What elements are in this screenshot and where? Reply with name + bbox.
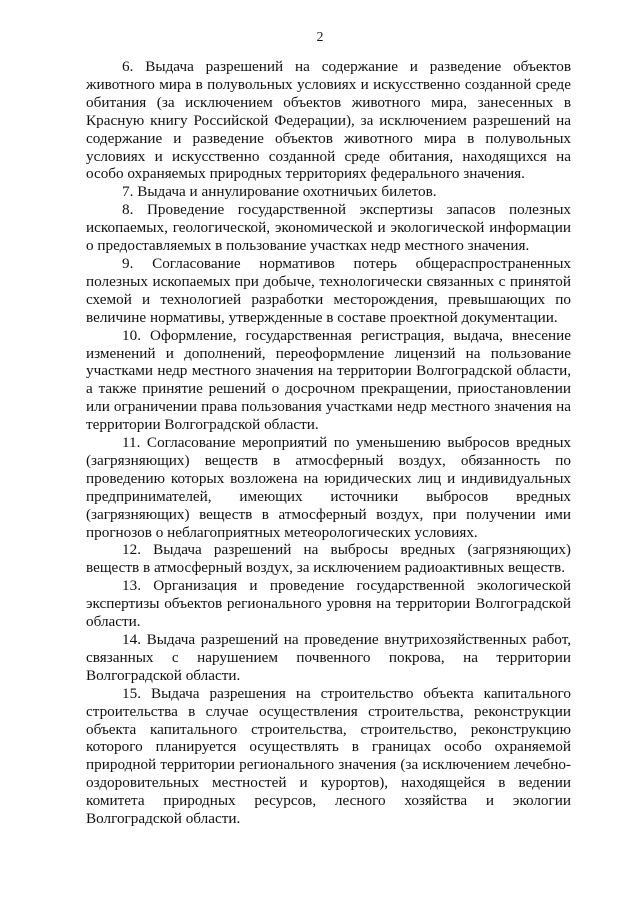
paragraph-item-12: 12. Выдача разрешений на выбросы вредных (загрязняющих) веществ в атмосферный воздух, за исключением радиоактивных веществ. [86, 541, 571, 577]
document-body [86, 58, 571, 828]
paragraph-item-10: 10. Оформление, государственная регистрация, выдача, внесение изменений и дополнений, переоформление лицензий на пользование участками недр местного значения на территории Волгоградской области, а также принятие решений о досрочном прекращении, приостановлении или ограничении права пользования участками недр местного значения на территории Волгоградской области. [86, 326, 571, 434]
paragraph-item-15: 15. Выдача разрешения на строительство объекта капитального строительства в случае осуществления строительства, реконструкции объекта капитального строительства, строительство, реконструкцию которого планируется осуществлять в границах особо охраняемой природной территории регионального значения (за исключением лечебно-оздоровительных местностей и курортов), находящейся в ведении комитета природных ресурсов, лесного хозяйства и экологии Волгоградской области. [86, 684, 571, 828]
page-number: 2 [316, 30, 324, 45]
paragraph-item-9: 9. Согласование нормативов потерь общераспространенных полезных ископаемых при добыче, технологически связанных с принятой схемой и технологией разработки месторождения, превышающих по величине нормативы, утвержденные в составе проектной документации. [86, 254, 571, 326]
paragraph-item-7: 7. Выдача и аннулирование охотничьих билетов. [122, 183, 437, 201]
paragraph-item-8: 8. Проведение государственной экспертизы запасов полезных ископаемых, геологической, экономической и экологической информации о предоставляемых в пользование участках недр местного значения. [86, 201, 571, 255]
paragraph-item-13: 13. Организация и проведение государственной экологической экспертизы объектов регионального уровня на территории Волгоградской области. [86, 577, 571, 631]
paragraph-item-11: 11. Согласование мероприятий по уменьшению выбросов вредных (загрязняющих) веществ в атмосферный воздух, обязанность по проведению которых возложена на юридических лиц и индивидуальных предпринимателей, имеющих источники выбросов вредных (загрязняющих) веществ в атмосферный воздух, при получении ими прогнозов о неблагоприятных метеорологических условиях. [86, 434, 571, 541]
paragraph-item-6: 6. Выдача разрешений на содержание и разведение объектов животного мира в полувольных условиях и искусственно созданной среде обитания (за исключением объектов животного мира, занесенных в Красную книгу Российской Федерации), за исключением разрешений на содержание и разведение объектов животного мира в полувольных условиях и искусственно созданной среде обитания, находящихся на особо охраняемых природных территориях федерального значения. [86, 58, 571, 183]
paragraph-item-14: 14. Выдача разрешений на проведение внутрихозяйственных работ, связанных с нарушением почвенного покрова, на территории Волгоградской области. [86, 631, 571, 684]
